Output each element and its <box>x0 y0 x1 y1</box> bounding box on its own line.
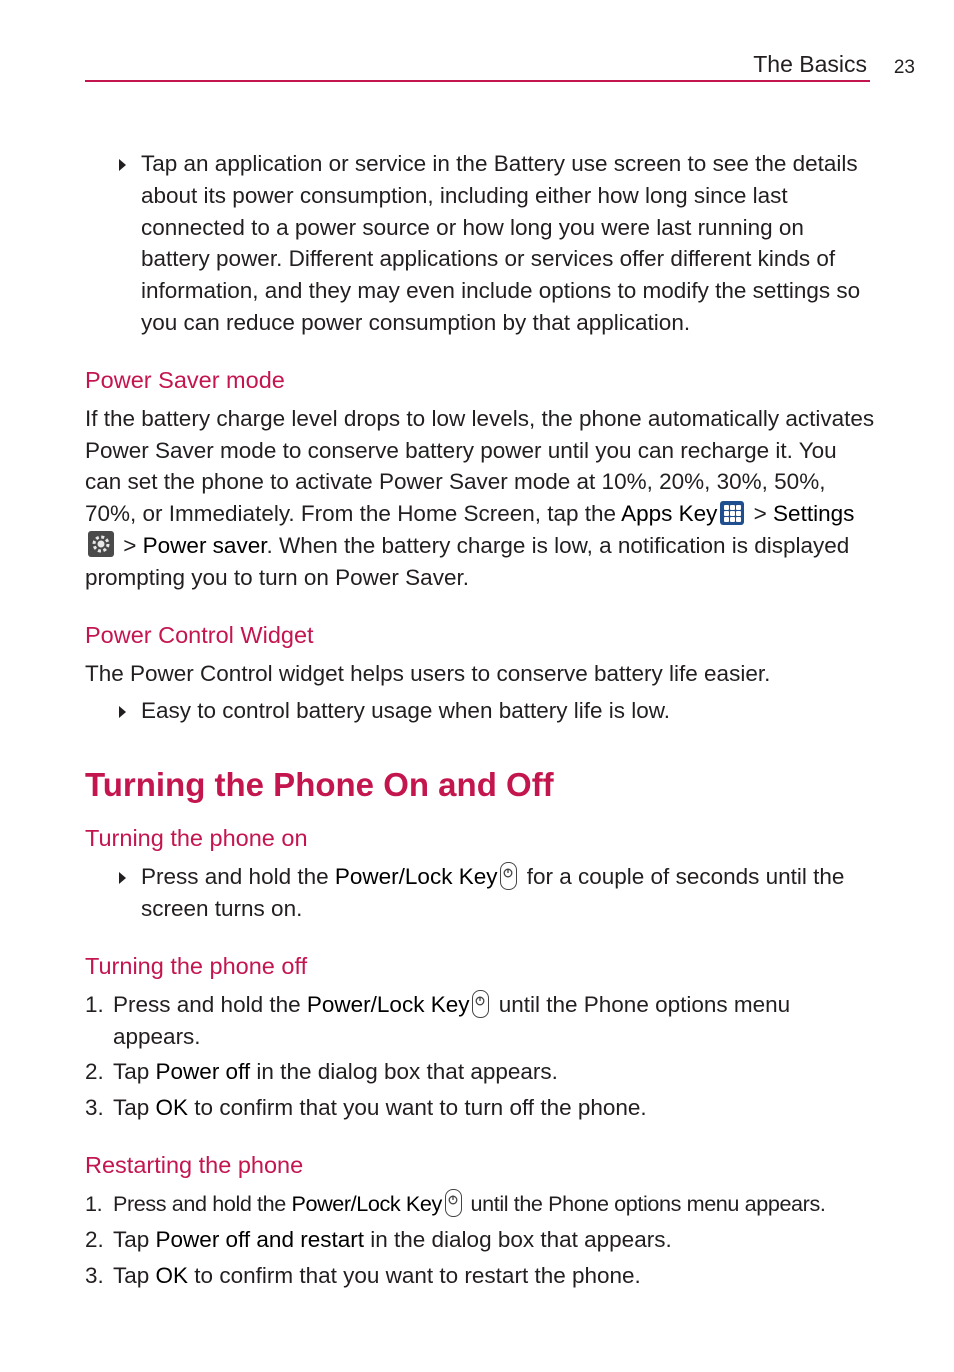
step-post: to confirm that you want to restart the phone. <box>188 1262 641 1288</box>
intro-bullet-text: Tap an application or service in the Battery use screen to see the details about its power consumption, including either how long since last connected to a power source or how long you were last running on battery power. Different applications or services offer different kinds of information, and they may even include options to modify the settings so you can reduce power consumption by that application. <box>141 151 861 335</box>
page-number: 23 <box>893 57 915 78</box>
step-number: 2. <box>85 1059 104 1085</box>
restarting-step-3 <box>85 1260 875 1292</box>
power-saver-label: Power saver <box>142 532 267 558</box>
section-title: The Basics <box>753 51 867 77</box>
step-pre: Tap <box>113 1095 156 1121</box>
apps-key-icon <box>720 501 744 525</box>
separator: > <box>747 501 774 527</box>
restarting-step-1 <box>85 1188 875 1220</box>
intro-bullet <box>85 148 875 339</box>
step-number: 1. <box>85 991 104 1017</box>
step-pre: Tap <box>113 1059 156 1085</box>
power-lock-key-label: Power/Lock Key <box>334 864 498 890</box>
step-keyword: OK <box>155 1262 189 1288</box>
turning-off-step-2 <box>85 1056 875 1088</box>
step-number: 1. <box>85 1190 103 1216</box>
step-keyword: Power/Lock Key <box>306 991 470 1017</box>
step-keyword: Power off and restart <box>155 1226 364 1252</box>
power-saver-heading: Power Saver mode <box>85 366 285 393</box>
separator: > <box>117 532 143 558</box>
power-lock-key-icon <box>445 1189 462 1217</box>
main-heading: Turning the Phone On and Off <box>85 766 554 804</box>
restarting-heading: Restarting the phone <box>85 1151 304 1178</box>
step-post: until the Phone options menu appears. <box>113 991 791 1049</box>
bullet-arrow-icon <box>119 706 126 718</box>
bullet-arrow-icon <box>119 159 126 171</box>
step-post: in the dialog box that appears. <box>363 1226 672 1252</box>
step-post: to confirm that you want to turn off the phone. <box>188 1095 647 1121</box>
power-saver-text-1: If the battery charge level drops to low levels, the phone automatically activates Power Saver mode to conserve battery power until you can recharge it. You can set the phone to activate Power Saver mode at 10%, 20%, 30%, 50%, 70%, or Immediately. From the Home Screen, tap the <box>85 405 875 527</box>
step-pre: Press and hold the <box>113 991 307 1017</box>
turning-on-post: for a couple of seconds until the screen turns on. <box>141 864 845 921</box>
step-number: 2. <box>85 1226 104 1252</box>
step-post: in the dialog box that appears. <box>250 1059 558 1085</box>
step-keyword: Power/Lock Key <box>291 1190 442 1216</box>
turning-off-step-1 <box>85 989 875 1053</box>
step-number: 3. <box>85 1262 104 1288</box>
step-pre: Tap <box>113 1262 156 1288</box>
settings-label: Settings <box>773 501 855 527</box>
power-saver-paragraph <box>85 403 875 594</box>
power-control-text: The Power Control widget helps users to conserve battery life easier. <box>85 660 771 686</box>
turning-off-heading: Turning the phone off <box>85 952 308 979</box>
header-rule <box>85 80 870 82</box>
page-content <box>85 148 875 1291</box>
step-pre: Tap <box>113 1226 156 1252</box>
turning-on-pre: Press and hold the <box>141 864 335 890</box>
turning-off-step-3 <box>85 1092 875 1124</box>
power-control-heading: Power Control Widget <box>85 621 314 648</box>
step-number: 3. <box>85 1095 104 1121</box>
turning-on-bullet <box>85 861 875 925</box>
restarting-step-2 <box>85 1224 875 1256</box>
step-post: until the Phone options menu appears. <box>464 1190 826 1216</box>
power-control-bullet-text: Easy to control battery usage when battery life is low. <box>141 698 671 724</box>
turning-on-heading: Turning the phone on <box>85 825 308 852</box>
power-lock-key-icon <box>500 862 517 890</box>
power-control-bullet <box>85 695 875 727</box>
power-lock-key-icon <box>472 990 489 1018</box>
apps-key-label: Apps Key <box>621 501 718 527</box>
step-keyword: Power off <box>155 1059 251 1085</box>
step-pre: Press and hold the <box>113 1190 292 1216</box>
step-keyword: OK <box>155 1095 189 1121</box>
bullet-arrow-icon <box>119 872 126 884</box>
power-saver-text-2: . When the battery charge is low, a notification is displayed prompting you to turn on Power Saver. <box>85 532 850 590</box>
settings-gear-icon <box>88 531 114 557</box>
page-header <box>85 50 915 84</box>
